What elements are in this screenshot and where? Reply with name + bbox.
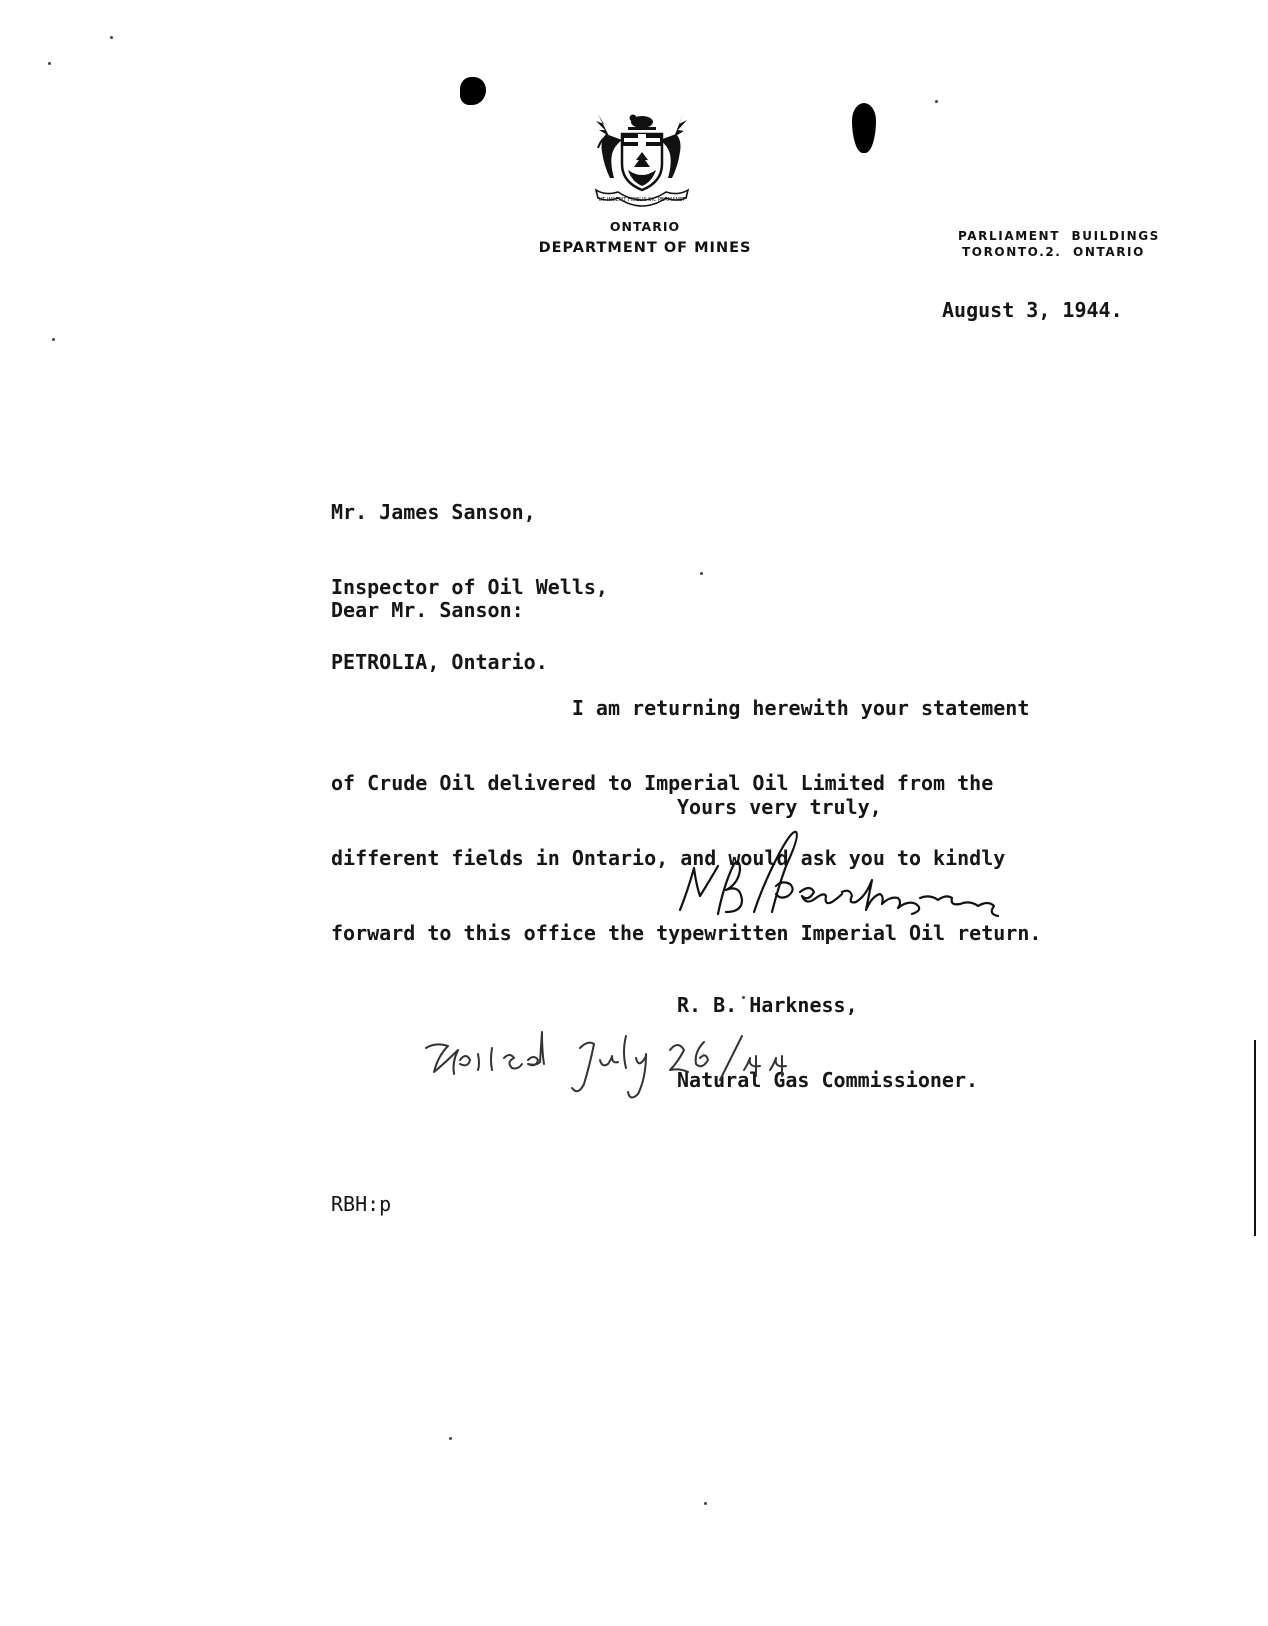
scan-speck bbox=[704, 1502, 707, 1505]
punch-hole-left bbox=[460, 77, 486, 105]
handwritten-note-icon bbox=[420, 1018, 840, 1128]
punch-hole-right bbox=[852, 103, 876, 153]
body-line: I am returning herewith your statement bbox=[331, 696, 1030, 720]
department-province: ONTARIO bbox=[609, 219, 681, 234]
crest-motto: UT INCEPIT FIDELIS SIC PERMANET bbox=[598, 197, 686, 203]
body-line: different fields in Ontario, and would ask you to kindly bbox=[331, 846, 1006, 870]
scan-speck bbox=[110, 36, 113, 39]
department-name: DEPARTMENT OF MINES bbox=[538, 240, 752, 256]
address-line-1: PARLIAMENT BUILDINGS bbox=[958, 229, 1160, 243]
closing: Yours very truly, bbox=[677, 795, 882, 819]
coat-of-arms-icon bbox=[588, 108, 696, 208]
body-line: forward to this office the typewritten Imperial Oil return. bbox=[331, 921, 1042, 945]
letter-date: August 3, 1944. bbox=[942, 298, 1123, 322]
salutation: Dear Mr. Sanson: bbox=[331, 598, 524, 622]
scan-edge-line bbox=[1254, 1040, 1256, 1236]
scan-speck bbox=[52, 338, 55, 341]
signer-name: R. B. Harkness, bbox=[677, 993, 858, 1017]
signer-title: Natural Gas Commissioner. bbox=[677, 1068, 979, 1092]
recipient-line: Mr. James Sanson, bbox=[331, 500, 536, 524]
scan-speck bbox=[935, 100, 938, 103]
address-line-2: TORONTO.2. ONTARIO bbox=[962, 245, 1145, 259]
scan-speck bbox=[700, 572, 703, 575]
body-line: of Crude Oil delivered to Imperial Oil Limited from the bbox=[331, 771, 994, 795]
recipient-line: PETROLIA, Ontario. bbox=[331, 650, 548, 674]
recipient-line: Inspector of Oil Wells, bbox=[331, 575, 608, 599]
signature-icon bbox=[676, 826, 1076, 926]
reference-initials: RBH:p bbox=[331, 1192, 392, 1216]
scan-speck bbox=[449, 1437, 452, 1440]
scan-speck bbox=[48, 62, 51, 65]
